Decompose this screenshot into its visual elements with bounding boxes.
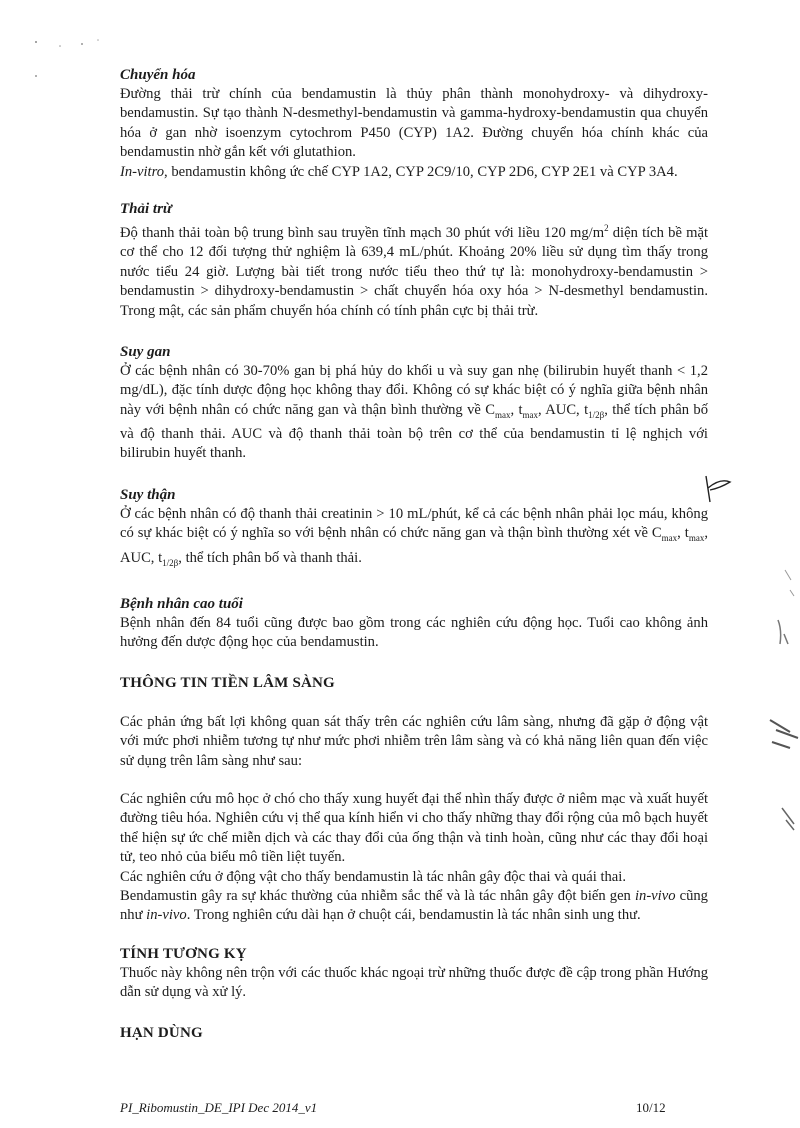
- elderly-title: Bệnh nhân cao tuổi: [120, 595, 243, 612]
- hepatic-sub-max1: max: [494, 409, 511, 420]
- hepatic-sub-half: 1/2β: [588, 409, 605, 420]
- elimination-text-b: diện tích bề mặt cơ thể cho 12 đối tượng thử nghiệm là 639,4 mL/phút. Khoảng 20% liều sử dụng tìm thấy trong nước tiểu 24 giờ. Lượng bài tiết trong nước tiểu theo thứ tự là: monohydroxy-bendamustin > bendamustin > dihydroxy-bendamustin > chất chuyển hóa oxy hóa > N-desmethyl bendamustin. Trong mật, các sản phẩm chuyển hóa chính có tính phân cực bị thải trừ.: [120, 224, 708, 319]
- preclinical-p4-text-c: . Trong nghiên cứu dài hạn ở chuột cái, bendamustin là tác nhân sinh ung thư.: [186, 907, 641, 924]
- preclinical-heading: THÔNG TIN TIỀN LÂM SÀNG: [120, 674, 335, 691]
- hepatic-title: Suy gan: [120, 343, 171, 360]
- invitro-text: , bendamustin không ức chế CYP 1A2, CYP 2C9/10, CYP 2D6, CYP 2E1 và CYP 3A4.: [164, 163, 678, 180]
- preclinical-p4-text-a: Bendamustin gây ra sự khác thường của nhiễm sắc thể và là tác nhân gây đột biến gen: [120, 887, 635, 904]
- elimination-paragraph: [120, 219, 708, 321]
- hepatic-text-a: Ở các bệnh nhân có 30-70% gan bị phá hủy do khối u và suy gan nhẹ (bilirubin huyết thanh < 1,2 mg/dL), đặc tính dược động học không thay đổi. Không có sự khác biệt có ý nghĩa giữa bệnh nhân này với bệnh nhân có chức năng gan và thận bình thường về C: [120, 362, 708, 418]
- renal-text-c: , AUC, t: [120, 525, 708, 566]
- hepatic-sub-max2: max: [522, 409, 539, 420]
- renal-paragraph: [120, 505, 708, 573]
- compatibility-paragraph: Thuốc này không nên trộn với các thuốc khác ngoại trừ những thuốc được đề cập trong phần Hướng dẫn sử dụng và xử lý.: [120, 964, 708, 1001]
- preclinical-p4-italic-2: in-vivo: [146, 907, 187, 924]
- hepatic-text-d: , thể tích phân bố và độ thanh thải. AUC và độ thanh thải toàn bộ trên cơ thể của bendamustin tỉ lệ nghịch với bilirubin huyết thanh.: [120, 401, 709, 462]
- elimination-text-a: Độ thanh thải toàn bộ trung bình sau truyền tĩnh mạch 30 phút với liều 120 mg/m: [120, 224, 605, 241]
- renal-sub-max2: max: [688, 533, 705, 544]
- preclinical-p4-italic-1: in-vivo: [634, 887, 676, 904]
- invitro-term: In-vitro: [120, 163, 165, 180]
- renal-title: Suy thận: [120, 486, 176, 503]
- renal-text-d: , thể tích phân bố và thanh thải.: [178, 549, 362, 566]
- elimination-superscript: 2: [604, 223, 609, 234]
- hepatic-text-c: , AUC, t: [538, 401, 589, 418]
- preclinical-paragraph-3: Các nghiên cứu ở động vật cho thấy bendamustin là tác nhân gây độc thai và quái thai.: [120, 868, 626, 885]
- shelf-life-heading: HẠN DÙNG: [120, 1024, 203, 1041]
- document-body: [120, 66, 708, 1043]
- elderly-paragraph: Bệnh nhân đến 84 tuổi cũng được bao gồm trong các nghiên cứu động học. Tuổi cao không ảnh hưởng đến dược động học của bendamustin.: [120, 614, 708, 651]
- preclinical-p4-text-b: cũng như: [120, 887, 708, 924]
- hepatic-text-b: , t: [510, 401, 523, 418]
- footer-document-id: PI_Ribomustin_DE_IPI Dec 2014_v1: [120, 1100, 318, 1115]
- elimination-title: Thải trừ: [120, 201, 172, 218]
- metabolism-invitro-paragraph: [120, 163, 708, 182]
- preclinical-paragraph-2: Các nghiên cứu mô học ở chó cho thấy xung huyết đại thể nhìn thấy được ở niêm mạc và xuất huyết đường tiêu hóa. Nghiên cứu vị thể qua kính hiển vi cho thấy những thay đổi rộng của mô bạch huyết thể hiện sự ức chế miễn dịch và các thay đổi của ống thận và tinh hoàn, cũng như các thay đổi hoại tử, teo nhỏ của biểu mô tiền liệt tuyến.: [120, 790, 708, 866]
- renal-sub-max1: max: [661, 533, 678, 544]
- compatibility-heading: TÍNH TƯƠNG KỴ: [120, 945, 247, 962]
- renal-sub-half: 1/2β: [162, 557, 179, 568]
- preclinical-paragraph-4: [120, 887, 708, 926]
- renal-text-b: , t: [677, 525, 689, 542]
- footer-page-number: 10/12: [636, 1100, 666, 1115]
- preclinical-paragraph-1: Các phản ứng bất lợi không quan sát thấy trên các nghiên cứu lâm sàng, nhưng đã gặp ở động vật với mức phơi nhiễm tương tự như mức phơi nhiễm trên lâm sàng và có khả năng liên quan đến việc sử dụng trên lâm sàng như sau:: [120, 713, 708, 769]
- hepatic-paragraph: [120, 362, 708, 464]
- metabolism-paragraph: Đường thải trừ chính của bendamustin là thủy phân thành monohydroxy- và dihydroxy-bendamustin. Sự tạo thành N-desmethyl-bendamustin và gamma-hydroxy-bendamustin qua chuyển hóa ở gan nhờ isoenzym cytochrom P450 (CYP) 1A2. Đường chuyển hóa chính khác của bendamustin nhờ gắn kết với glutathion.: [120, 86, 708, 161]
- renal-text-a: Ở các bệnh nhân có độ thanh thải creatinin > 10 mL/phút, kể cả các bệnh nhân phải lọc máu, không có sự khác biệt có ý nghĩa so với bệnh nhân có chức năng gan và thận bình thường xét về C: [120, 505, 708, 542]
- metabolism-title: Chuyển hóa: [120, 67, 196, 83]
